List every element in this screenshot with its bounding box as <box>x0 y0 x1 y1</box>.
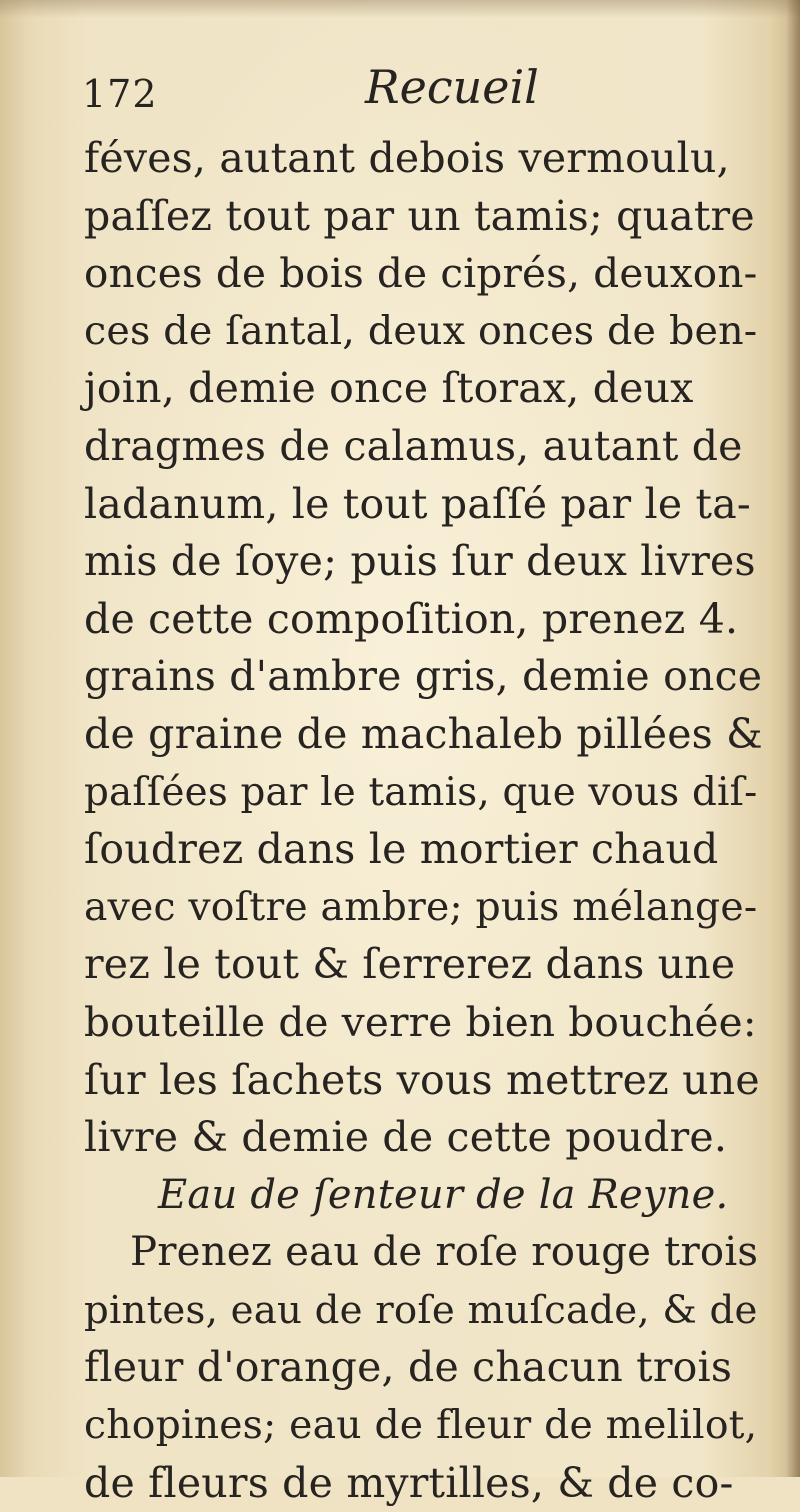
text-line: de cette compoſition, prenez 4. <box>84 594 739 643</box>
text-line: de graine de machaleb pillées & <box>84 709 763 758</box>
section-heading: Eau de ſenteur de la Reyne. <box>158 1171 729 1218</box>
text-line: ladanum, le tout paſſé par le ta- <box>84 479 751 528</box>
text-line: grains d'ambre gris, demie once <box>84 652 763 701</box>
text-line: ſur les ſachets vous mettrez une <box>84 1055 760 1104</box>
text-line: rez le tout & ſerrerez dans une <box>84 940 736 989</box>
text-line: dragmes de calamus, autant de <box>84 421 743 470</box>
text-line: pintes, eau de roſe muſcade, & de <box>84 1287 758 1333</box>
text-line: mis de ſoye; puis ſur deux livres <box>84 537 756 586</box>
text-line: paſſées par le tamis, que vous diſ- <box>84 769 758 815</box>
text-line: join, demie once ſtorax, deux <box>84 364 694 413</box>
body-text <box>84 130 764 1512</box>
text-line: Prenez eau de roſe rouge trois <box>130 1229 759 1276</box>
page-edge-shadow <box>786 0 800 1477</box>
text-line: de fleurs de myrtilles, & de co- <box>84 1458 734 1507</box>
text-line: ces de ſantal, deux onces de ben- <box>84 307 758 354</box>
text-line: bouteille de verre bien bouchée: <box>84 997 757 1046</box>
running-head <box>82 60 742 120</box>
text-line: livre & demie de cette poudre. <box>84 1113 728 1162</box>
text-line: fleur d'orange, de chacun trois <box>84 1343 733 1392</box>
running-title: Recueil <box>365 60 539 114</box>
page-number: 172 <box>82 72 158 116</box>
text-line: avec voſtre ambre; puis mélange- <box>84 884 758 930</box>
text-line: féves, autant debois vermoulu, <box>84 134 730 182</box>
text-line: paſſez tout par un tamis; quatre <box>84 191 755 240</box>
text-line: ſoudrez dans le mortier chaud <box>84 825 719 874</box>
page-top-shadow <box>0 0 800 18</box>
text-line: chopines; eau de fleur de melilot, <box>84 1403 758 1449</box>
text-line: onces de bois de ciprés, deuxon- <box>84 249 758 298</box>
